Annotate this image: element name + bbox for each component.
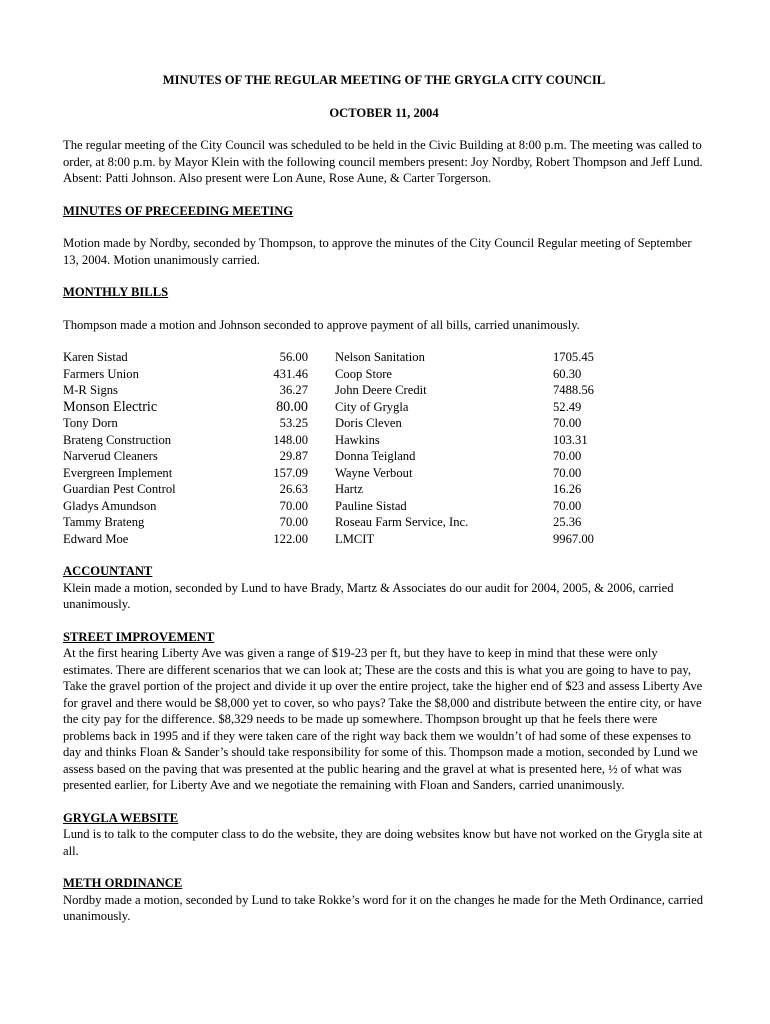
bill-amount-left: 122.00 bbox=[273, 531, 308, 546]
bill-amount-left: 80.00 bbox=[276, 398, 308, 415]
bill-payee-left: Brateng Construction bbox=[63, 432, 172, 447]
bill-column-gap bbox=[308, 498, 335, 515]
bill-payee-right: City of Grygla bbox=[335, 399, 409, 414]
bill-column-gap bbox=[308, 382, 335, 399]
bill-payee-left: Karen Sistad bbox=[63, 350, 128, 364]
bill-column-gap bbox=[308, 481, 335, 498]
bill-payee-left: Tony Dorn bbox=[63, 416, 118, 430]
bill-amount-right: 25.36 bbox=[553, 515, 582, 529]
bill-amount-left: 431.46 bbox=[273, 366, 308, 381]
bill-payee-left: Narverud Cleaners bbox=[63, 449, 158, 463]
bill-column-gap bbox=[308, 514, 335, 531]
bill-amount-left: 157.09 bbox=[273, 465, 308, 480]
bill-amount-left: 29.87 bbox=[279, 449, 308, 463]
bill-payee-left: Gladys Amundson bbox=[63, 498, 157, 513]
bill-amount-left: 56.00 bbox=[279, 350, 308, 364]
bill-amount-left: 36.27 bbox=[279, 383, 308, 397]
bill-amount-right: 70.00 bbox=[553, 465, 582, 480]
bill-payee-left: Monson Electric bbox=[63, 398, 158, 415]
bill-amount-left: 26.63 bbox=[279, 482, 308, 496]
bill-amount-left: 148.00 bbox=[273, 432, 308, 447]
street-paragraph: At the first hearing Liberty Ave was given a range of $19-23 per ft, but they have to keep in mind that these were only estimates. There are different scenarios that we can look at; These are the costs and this is what you are going to have to pay, Take the gravel portion of the project and divide it up over the entire project, take the higher end of $23 and assess Liberty Ave for gravel and there would be $8,000 yet to cover, so who pays? Take the $8,000 and distribute between the entire city, or have the city pay for the difference. $8,329 needs to be made up somewhere. Thompson brought up that he feels there were problems back in 1995 and if they were taken care of the right way back them we wouldn’t of had some of these expenses to day and thinks Floan & Sander’s should take responsibility for some of this. Thompson made a motion, seconded by Lund we assess based on the paving that was presented at the public hearing and the gravel at what is presented here, ½ of what was presented earlier, for Liberty Ave and we negotiate the remaining with Floan and Sanders, carried unanimously. bbox=[63, 646, 703, 792]
bill-column-gap bbox=[308, 448, 335, 465]
bills-table bbox=[63, 349, 705, 547]
minutes-paragraph: Motion made by Nordby, seconded by Thompson, to approve the minutes of the City Council Regular meeting of September 13, 2004. Motion unanimously carried. bbox=[63, 236, 692, 267]
bill-column-gap bbox=[308, 465, 335, 482]
bill-payee-left: Edward Moe bbox=[63, 531, 129, 546]
bill-amount-left: 53.25 bbox=[279, 416, 308, 430]
accountant-paragraph: Klein made a motion, seconded by Lund to have Brady, Martz & Associates do our audit for 2004, 2005, & 2006, carried unanimously. bbox=[63, 580, 674, 611]
bill-payee-right: Nelson Sanitation bbox=[335, 350, 425, 364]
bill-payee-right: Coop Store bbox=[335, 366, 393, 381]
bill-amount-right: 7488.56 bbox=[553, 383, 594, 397]
bill-payee-left: Guardian Pest Control bbox=[63, 482, 176, 496]
bill-payee-right: Doris Cleven bbox=[335, 416, 402, 430]
bill-column-gap bbox=[308, 432, 335, 449]
document-title: MINUTES OF THE REGULAR MEETING OF THE GRYGLA CITY COUNCIL bbox=[162, 73, 606, 87]
bill-amount-right: 16.26 bbox=[553, 482, 582, 496]
bill-payee-right: John Deere Credit bbox=[335, 383, 427, 397]
document-body bbox=[63, 72, 705, 925]
bill-amount-right: 9967.00 bbox=[553, 531, 594, 546]
bill-payee-right: Roseau Farm Service, Inc. bbox=[335, 515, 469, 529]
bill-column-gap bbox=[308, 415, 335, 432]
bill-column-gap bbox=[308, 399, 335, 416]
website-paragraph: Lund is to talk to the computer class to do the website, they are doing websites know but have not worked on the Grygla site at all. bbox=[63, 827, 703, 858]
bill-amount-right: 70.00 bbox=[553, 416, 582, 430]
bill-payee-right: Wayne Verbout bbox=[335, 465, 413, 480]
bill-payee-left: Tammy Brateng bbox=[63, 515, 145, 529]
bill-payee-right: Hawkins bbox=[335, 432, 380, 447]
bill-amount-right: 60.30 bbox=[553, 366, 582, 381]
bill-payee-left: M-R Signs bbox=[63, 383, 118, 397]
accountant-heading: ACCOUNTANT bbox=[63, 564, 153, 578]
street-heading: STREET IMPROVEMENT bbox=[63, 629, 215, 644]
bill-column-gap bbox=[308, 366, 335, 383]
meeting-date: OCTOBER 11, 2004 bbox=[329, 105, 439, 120]
bill-payee-right: Pauline Sistad bbox=[335, 498, 407, 513]
bill-amount-right: 52.49 bbox=[553, 399, 582, 414]
minutes-heading: MINUTES OF PRECEEDING MEETING bbox=[63, 203, 294, 218]
bills-paragraph: Thompson made a motion and Johnson seconded to approve payment of all bills, carried unanimously. bbox=[63, 317, 580, 332]
bill-amount-left: 70.00 bbox=[279, 515, 308, 529]
bill-amount-right: 1705.45 bbox=[553, 350, 594, 364]
bills-heading: MONTHLY BILLS bbox=[63, 285, 169, 299]
bill-payee-left: Farmers Union bbox=[63, 366, 139, 381]
bill-payee-left: Evergreen Implement bbox=[63, 465, 173, 480]
bill-amount-right: 70.00 bbox=[553, 498, 582, 513]
bill-column-gap bbox=[308, 531, 335, 548]
website-heading: GRYGLA WEBSITE bbox=[63, 810, 179, 825]
bill-amount-right: 70.00 bbox=[553, 449, 582, 463]
bill-amount-right: 103.31 bbox=[553, 432, 588, 447]
meth-heading: METH ORDINANCE bbox=[63, 876, 183, 890]
bill-payee-right: Donna Teigland bbox=[335, 449, 416, 463]
intro-paragraph: The regular meeting of the City Council was scheduled to be held in the Civic Building at 8:00 p.m. The meeting was called to order, at 8:00 p.m. by Mayor Klein with the following council members present: Joy Nordby, Robert Thompson and Jeff Lund. Absent: Patti Johnson. Also present were Lon Aune, Rose Aune, & Carter Torgerson. bbox=[63, 138, 703, 185]
meth-paragraph: Nordby made a motion, seconded by Lund to take Rokke’s word for it on the changes he made for the Meth Ordinance, carried unanimously. bbox=[63, 892, 703, 923]
bill-column-gap bbox=[308, 349, 335, 366]
bill-payee-right: LMCIT bbox=[335, 531, 375, 546]
bill-payee-right: Hartz bbox=[335, 482, 363, 496]
bill-amount-left: 70.00 bbox=[279, 498, 308, 513]
